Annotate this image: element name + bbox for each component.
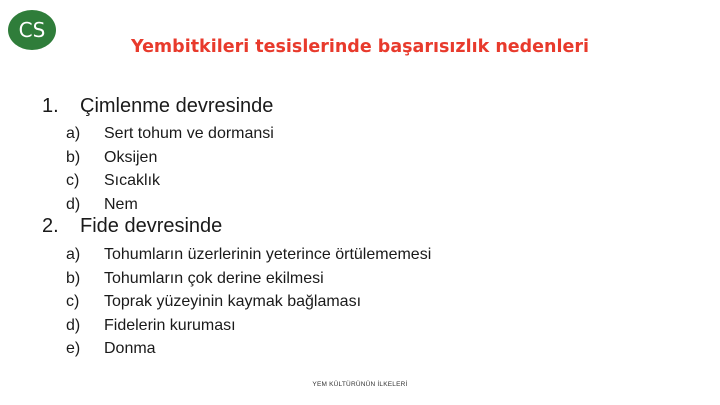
list-item: [66, 146, 274, 170]
section-heading-2: [42, 215, 222, 238]
item-text: Sıcaklık: [104, 172, 161, 189]
item-letter: b): [66, 269, 81, 287]
item-letter: a): [66, 246, 81, 263]
item-text: Nem: [104, 195, 138, 213]
item-text: Sert tohum ve dormansi: [104, 125, 274, 142]
section-heading-text: Fide devresinde: [80, 215, 223, 237]
item-text: Fidelerin kuruması: [104, 316, 236, 334]
list-item: [66, 290, 431, 314]
section-number: 1.: [42, 95, 59, 117]
item-letter: b): [66, 148, 81, 166]
section-2-list: [66, 243, 431, 361]
item-text: Donma: [104, 340, 156, 357]
cs-logo: [8, 10, 56, 50]
slide-title: Yembitkileri tesislerinde başarısızlık nedenleri: [131, 37, 589, 57]
list-item: [66, 243, 431, 267]
logo-text: CS: [18, 18, 46, 42]
item-letter: d): [66, 195, 81, 213]
item-text: Tohumların üzerlerinin yeterince örtülememesi: [104, 246, 432, 263]
list-item: [66, 169, 274, 193]
list-item: [66, 267, 431, 291]
slide-footer: YEM KÜLTÜRÜNÜN İLKELERİ: [312, 381, 408, 388]
list-item: [66, 193, 274, 217]
item-letter: c): [66, 293, 80, 310]
section-heading-1: [42, 95, 273, 118]
item-text: Toprak yüzeyinin kaymak bağlaması: [104, 293, 362, 310]
section-1-list: [66, 122, 274, 216]
item-text: Oksijen: [104, 148, 158, 166]
item-letter: e): [66, 340, 81, 357]
item-letter: d): [66, 316, 81, 334]
list-item: [66, 314, 431, 338]
list-item: [66, 337, 431, 361]
item-letter: c): [66, 172, 80, 189]
item-text: Tohumların çok derine ekilmesi: [104, 269, 324, 287]
section-heading-text: Çimlenme devresinde: [80, 95, 274, 117]
section-number: 2.: [42, 215, 59, 237]
list-item: [66, 122, 274, 146]
item-letter: a): [66, 125, 81, 142]
